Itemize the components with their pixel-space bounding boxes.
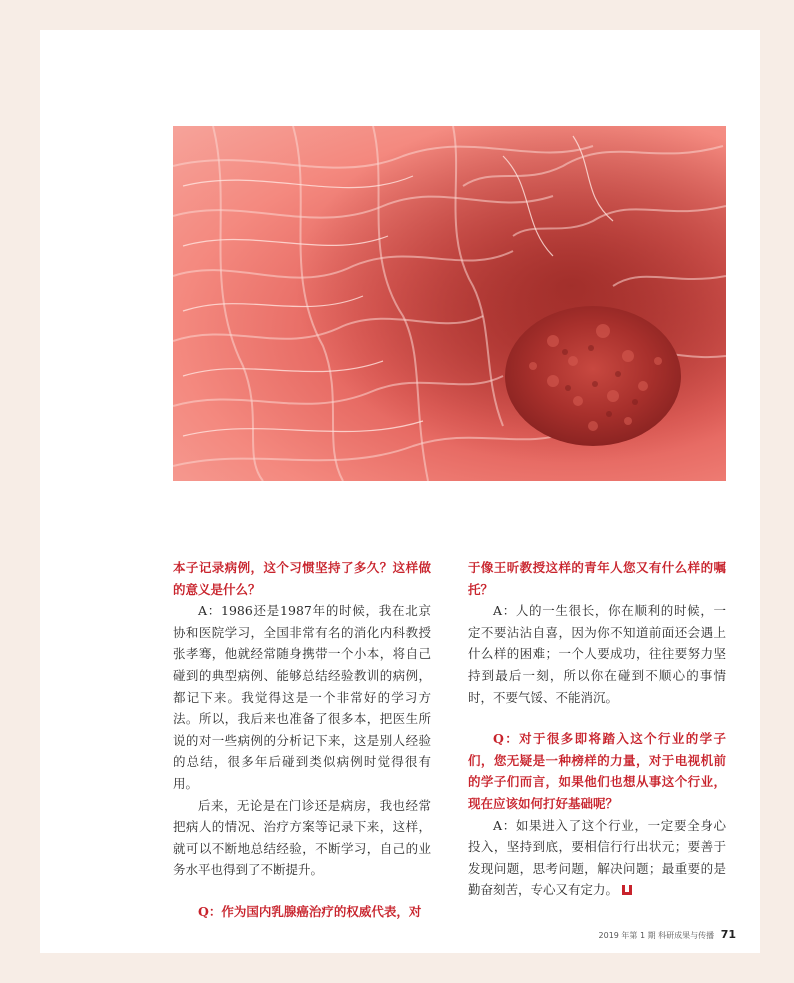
question-continued: 于像王昕教授这样的青年人您又有什么样的嘱托？ <box>468 560 726 597</box>
question-heading: Q：对于很多即将踏入这个行业的学子们，您无疑是一种榜样的力量，对于电视机前的学子们而言，如果他们也想从事这个行业，现在应该如何打好基础呢？ <box>468 731 726 811</box>
answer-paragraph: A：人的一生很长，你在顺利的时候，一定不要沾沾自喜，因为你不知道前面还会遇上什么样的困难；一个人要成功，往往要努力坚持到最后一刻，所以你在碰到不顺心的事情时，不要气馁、不能消沉。 <box>468 603 726 705</box>
page-number: 71 <box>720 928 736 941</box>
left-column <box>173 557 431 923</box>
question-heading: Q：作为国内乳腺癌治疗的权威代表，对 <box>198 903 422 919</box>
issue-info: 2019 年第 1 期 科研成果与传播 <box>598 931 715 940</box>
answer-paragraph: 后来，无论是在门诊还是病房，我也经常把病人的情况、治疗方案等记录下来，这样，就可以不断地总结经验，不断学习，自己的业务水平也得到了不断提升。 <box>173 797 431 878</box>
right-column <box>468 557 726 901</box>
question-continued: 本子记录病例，这个习惯坚持了多久？这样做的意义是什么？ <box>173 560 431 597</box>
hero-image <box>173 126 726 481</box>
page <box>40 30 760 953</box>
page-footer <box>599 928 736 941</box>
answer-text: A：如果进入了这个行业，一定要全身心投入，坚持到底，要相信行行出状元；要善于发现问题，思考问题，解决问题；最重要的是勤奋刻苦，专心又有定力。 <box>468 817 726 898</box>
end-mark-icon <box>622 885 632 895</box>
answer-paragraph <box>468 815 726 901</box>
answer-paragraph: A：1986还是1987年的时候，我在北京协和医院学习，全国非常有名的消化内科教授张孝骞，他就经常随身携带一个小本，将自己碰到的典型病例、能够总结经验教训的病例，都记下来。我觉得这是一个非常好的学习方法。所以，我后来也准备了很多本，把医生所说的对一些病例的分析记下来，这是别人经验的总结，很多年后碰到类似病例时觉得很有用。 <box>173 603 431 791</box>
intestinal-tissue-illustration <box>173 126 726 481</box>
